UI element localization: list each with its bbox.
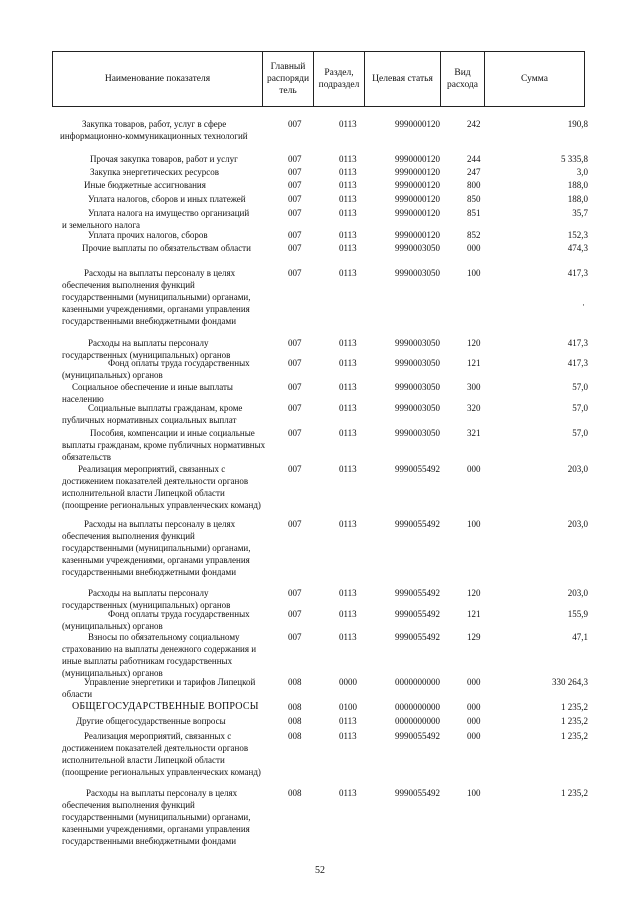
row-vid: 850 (467, 194, 481, 204)
row-name-line: (муниципальных) органов (62, 621, 163, 631)
row-statya: 0000000000 (395, 716, 440, 726)
row-name-line: Прочая закупка товаров, работ и услуг (90, 154, 238, 164)
row-statya: 9990003050 (395, 428, 440, 438)
row-statya: 9990000120 (395, 119, 440, 129)
row-vid: 851 (467, 208, 481, 218)
row-glavny: 007 (288, 230, 302, 240)
row-vid: 129 (467, 632, 481, 642)
header-glavny-line2: распоряди (266, 74, 310, 84)
row-name (60, 179, 272, 191)
row-name-line: исполнительной власти Липецкой области (62, 755, 225, 765)
row-name (60, 207, 272, 231)
row-vid: 000 (467, 731, 481, 741)
row-glavny: 007 (288, 609, 302, 619)
row-statya: 9990000120 (395, 194, 440, 204)
row-name-line: Уплата налога на имущество организаций (88, 208, 250, 218)
row-razdel: 0113 (339, 194, 357, 204)
row-statya: 0000000000 (395, 677, 440, 687)
row-name (60, 166, 272, 178)
row-glavny: 007 (288, 382, 302, 392)
row-statya: 0000000000 (395, 702, 440, 712)
row-vid: 321 (467, 428, 481, 438)
row-name (60, 463, 272, 511)
row-name-line: обеспечения выполнения функций (62, 280, 195, 290)
row-name-line: Уплата прочих налогов, сборов (88, 230, 208, 240)
row-name (60, 608, 272, 632)
row-name-line: исполнительной власти Липецкой области (62, 488, 225, 498)
row-glavny: 007 (288, 519, 302, 529)
row-razdel: 0113 (339, 154, 357, 164)
header-vid-cell (441, 52, 485, 107)
row-glavny: 007 (288, 428, 302, 438)
row-name-line: населению (62, 394, 104, 404)
row-summa: 190,8 (567, 119, 588, 129)
header-glavny-cell (263, 52, 314, 107)
row-statya: 9990055492 (395, 632, 440, 642)
row-name (60, 118, 272, 142)
row-razdel: 0113 (339, 588, 357, 598)
row-glavny: 008 (288, 731, 302, 741)
header-statya-cell (365, 52, 441, 107)
row-razdel: 0113 (339, 403, 357, 413)
row-name (60, 153, 272, 165)
row-vid: 000 (467, 716, 481, 726)
stray-mark: · (582, 300, 585, 310)
row-name (60, 676, 272, 700)
row-razdel: 0113 (339, 632, 357, 642)
header-vid-line1: Вид (454, 68, 471, 78)
row-razdel: 0113 (339, 119, 357, 129)
row-razdel: 0113 (339, 230, 357, 240)
row-razdel: 0113 (339, 464, 357, 474)
row-summa: 1 235,2 (561, 716, 588, 726)
row-vid: 247 (467, 167, 481, 177)
row-summa: 474,3 (567, 243, 588, 253)
row-name (60, 730, 272, 778)
header-glavny-line1: Главный (270, 62, 306, 72)
header-name: Наименование показателя (104, 74, 211, 84)
row-summa: 188,0 (567, 194, 588, 204)
header-summa: Сумма (521, 74, 548, 84)
row-name-line: Прочие выплаты по обязательствам области (82, 243, 251, 253)
row-name-line: иные выплаты работникам государственных (62, 656, 233, 666)
row-name-line: достижением показателей деятельности органов (62, 476, 249, 486)
row-statya: 9990055492 (395, 464, 440, 474)
row-statya: 9990003050 (395, 268, 440, 278)
header-razdel-line1: Раздел, (324, 68, 354, 78)
row-name-line: государственных (муниципальных) органов (62, 350, 231, 360)
row-razdel: 0113 (339, 731, 357, 741)
row-razdel: 0113 (339, 180, 357, 190)
row-name-line: и земельного налога (62, 220, 141, 230)
header-summa-cell (485, 52, 585, 107)
row-summa: 5 335,8 (561, 154, 588, 164)
row-razdel: 0100 (339, 702, 357, 712)
row-vid: 121 (467, 358, 481, 368)
header-name-cell (53, 52, 263, 107)
row-statya: 9990003050 (395, 358, 440, 368)
row-glavny: 008 (288, 702, 302, 712)
row-name (60, 267, 272, 327)
row-name-line: ОБЩЕГОСУДАРСТВЕННЫЕ ВОПРОСЫ (72, 701, 259, 712)
row-name (60, 427, 272, 463)
row-name (60, 787, 272, 847)
row-glavny: 007 (288, 180, 302, 190)
row-statya: 9990055492 (395, 731, 440, 741)
row-statya: 9990000120 (395, 230, 440, 240)
row-name-line: (муниципальных) органов (62, 668, 163, 678)
row-statya: 9990003050 (395, 243, 440, 253)
row-name (60, 402, 272, 426)
row-statya: 9990000120 (395, 208, 440, 218)
header-statya: Целевая статья (372, 74, 433, 84)
row-name (60, 715, 272, 727)
row-name-line: страхованию на выплаты денежного содержания и (62, 644, 257, 654)
row-name-line: Уплата налогов, сборов и иных платежей (88, 194, 246, 204)
row-glavny: 008 (288, 788, 302, 798)
row-summa: 57,0 (572, 428, 588, 438)
row-summa: 330 264,3 (552, 677, 588, 687)
row-razdel: 0113 (339, 609, 357, 619)
row-glavny: 007 (288, 268, 302, 278)
row-razdel: 0000 (339, 677, 357, 687)
row-statya: 9990055492 (395, 588, 440, 598)
header-vid-line2: расхода (447, 80, 478, 90)
row-name-line: Расходы на выплаты персоналу в целях (84, 519, 236, 529)
row-glavny: 007 (288, 119, 302, 129)
row-name-line: обеспечения выполнения функций (62, 531, 195, 541)
row-name-line: Управление энергетики и тарифов Липецкой (84, 677, 256, 687)
row-name-line: (муниципальных) органов (62, 370, 163, 380)
row-summa: 417,3 (567, 338, 588, 348)
row-razdel: 0113 (339, 428, 357, 438)
row-name-line: Закупка товаров, работ, услуг в сфере (82, 119, 227, 129)
row-razdel: 0113 (339, 358, 357, 368)
row-vid: 120 (467, 588, 481, 598)
row-summa: 57,0 (572, 403, 588, 413)
row-summa: 3,0 (576, 167, 588, 177)
row-summa: 203,0 (567, 519, 588, 529)
row-vid: 852 (467, 230, 481, 240)
row-name-line: Расходы на выплаты персоналу в целях (84, 268, 236, 278)
row-glavny: 007 (288, 338, 302, 348)
row-summa: 47,1 (572, 632, 588, 642)
row-razdel: 0113 (339, 268, 357, 278)
row-glavny: 007 (288, 464, 302, 474)
row-name-line: государственными внебюджетными фондами (62, 316, 237, 326)
row-summa: 155,9 (567, 609, 588, 619)
row-vid: 242 (467, 119, 481, 129)
row-glavny: 007 (288, 194, 302, 204)
row-razdel: 0113 (339, 519, 357, 529)
row-name-line: государственными (муниципальными) органами, (62, 812, 251, 822)
row-glavny: 007 (288, 243, 302, 253)
row-name (60, 518, 272, 578)
row-glavny: 007 (288, 358, 302, 368)
row-name-line: публичных нормативных социальных выплат (62, 415, 237, 425)
row-razdel: 0113 (339, 208, 357, 218)
row-name-line: Социальное обеспечение и иные выплаты (72, 382, 233, 392)
row-summa: 417,3 (567, 358, 588, 368)
row-vid: 100 (467, 788, 481, 798)
row-statya: 9990055492 (395, 519, 440, 529)
row-vid: 320 (467, 403, 481, 413)
row-name (60, 242, 272, 254)
row-vid: 100 (467, 519, 481, 529)
row-vid: 000 (467, 243, 481, 253)
row-name-line: Расходы на выплаты персоналу в целях (86, 788, 238, 798)
row-name (60, 631, 272, 679)
row-summa: 152,3 (567, 230, 588, 240)
row-statya: 9990003050 (395, 338, 440, 348)
row-name-line: (поощрение региональных управленческих команд) (62, 767, 261, 777)
row-name-line: казенными учреждениями, органами управления (62, 824, 250, 834)
row-name-line: выплаты гражданам, кроме публичных нормативных (62, 440, 266, 450)
row-razdel: 0113 (339, 788, 357, 798)
row-vid: 100 (467, 268, 481, 278)
row-name-line: Взносы по обязательному социальному (88, 632, 240, 642)
row-name-line: государственных (муниципальных) органов (62, 600, 231, 610)
row-vid: 300 (467, 382, 481, 392)
row-razdel: 0113 (339, 167, 357, 177)
row-razdel: 0113 (339, 243, 357, 253)
row-name (60, 357, 272, 381)
row-summa: 35,7 (572, 208, 588, 218)
row-razdel: 0113 (339, 382, 357, 392)
row-summa: 1 235,2 (561, 788, 588, 798)
row-summa: 203,0 (567, 588, 588, 598)
row-name-line: Фонд оплаты труда государственных (108, 609, 250, 619)
row-vid: 000 (467, 464, 481, 474)
row-name-line: казенными учреждениями, органами управления (62, 555, 250, 565)
row-razdel: 0113 (339, 716, 357, 726)
row-name-line: Реализация мероприятий, связанных с (78, 464, 226, 474)
row-statya: 9990003050 (395, 403, 440, 413)
row-name (60, 701, 272, 713)
header-glavny-line3: тель (279, 86, 297, 96)
row-name-line: Закупка энергетических ресурсов (90, 167, 220, 177)
row-name-line: государственными внебюджетными фондами (62, 567, 237, 577)
row-name-line: области (62, 689, 93, 699)
row-name-line: Пособия, компенсации и иные социальные (90, 428, 255, 438)
row-statya: 9990003050 (395, 382, 440, 392)
row-summa: 1 235,2 (561, 702, 588, 712)
row-name-line: государственными (муниципальными) органами, (62, 292, 251, 302)
row-name-line: обязательств (62, 452, 112, 462)
row-glavny: 008 (288, 716, 302, 726)
row-name-line: обеспечения выполнения функций (62, 800, 195, 810)
row-name-line: Иные бюджетные ассигнования (84, 180, 206, 190)
row-razdel: 0113 (339, 338, 357, 348)
table-header (52, 51, 585, 107)
row-name-line: (поощрение региональных управленческих команд) (62, 500, 261, 510)
row-name-line: Расходы на выплаты персоналу (88, 338, 209, 348)
row-glavny: 007 (288, 632, 302, 642)
row-summa: 1 235,2 (561, 731, 588, 741)
row-summa: 203,0 (567, 464, 588, 474)
row-summa: 188,0 (567, 180, 588, 190)
row-glavny: 008 (288, 677, 302, 687)
row-glavny: 007 (288, 588, 302, 598)
row-name-line: информационно-коммуникационных технологий (60, 131, 248, 141)
row-name-line: Фонд оплаты труда государственных (108, 358, 250, 368)
row-glavny: 007 (288, 208, 302, 218)
row-vid: 000 (467, 677, 481, 687)
row-glavny: 007 (288, 154, 302, 164)
row-name-line: государственными внебюджетными фондами (62, 836, 237, 846)
row-name-line: государственными (муниципальными) органами, (62, 543, 251, 553)
page-number: 52 (315, 865, 325, 876)
row-glavny: 007 (288, 403, 302, 413)
row-name-line: достижением показателей деятельности органов (62, 743, 249, 753)
row-name (60, 193, 272, 205)
row-name-line: Социальные выплаты гражданам, кроме (88, 403, 243, 413)
header-razdel-line2: подраздел (318, 80, 360, 90)
row-name-line: казенными учреждениями, органами управления (62, 304, 250, 314)
row-statya: 9990000120 (395, 167, 440, 177)
row-statya: 9990000120 (395, 180, 440, 190)
row-statya: 9990000120 (395, 154, 440, 164)
row-summa: 57,0 (572, 382, 588, 392)
row-vid: 120 (467, 338, 481, 348)
row-name-line: Другие общегосударственные вопросы (76, 716, 226, 726)
row-name (60, 229, 272, 241)
row-glavny: 007 (288, 167, 302, 177)
header-razdel-cell (314, 52, 365, 107)
row-vid: 244 (467, 154, 481, 164)
row-statya: 9990055492 (395, 788, 440, 798)
row-vid: 121 (467, 609, 481, 619)
row-summa: 417,3 (567, 268, 588, 278)
row-name-line: Реализация мероприятий, связанных с (84, 731, 232, 741)
row-statya: 9990055492 (395, 609, 440, 619)
row-vid: 000 (467, 702, 481, 712)
row-vid: 800 (467, 180, 481, 190)
row-name-line: Расходы на выплаты персоналу (88, 588, 209, 598)
